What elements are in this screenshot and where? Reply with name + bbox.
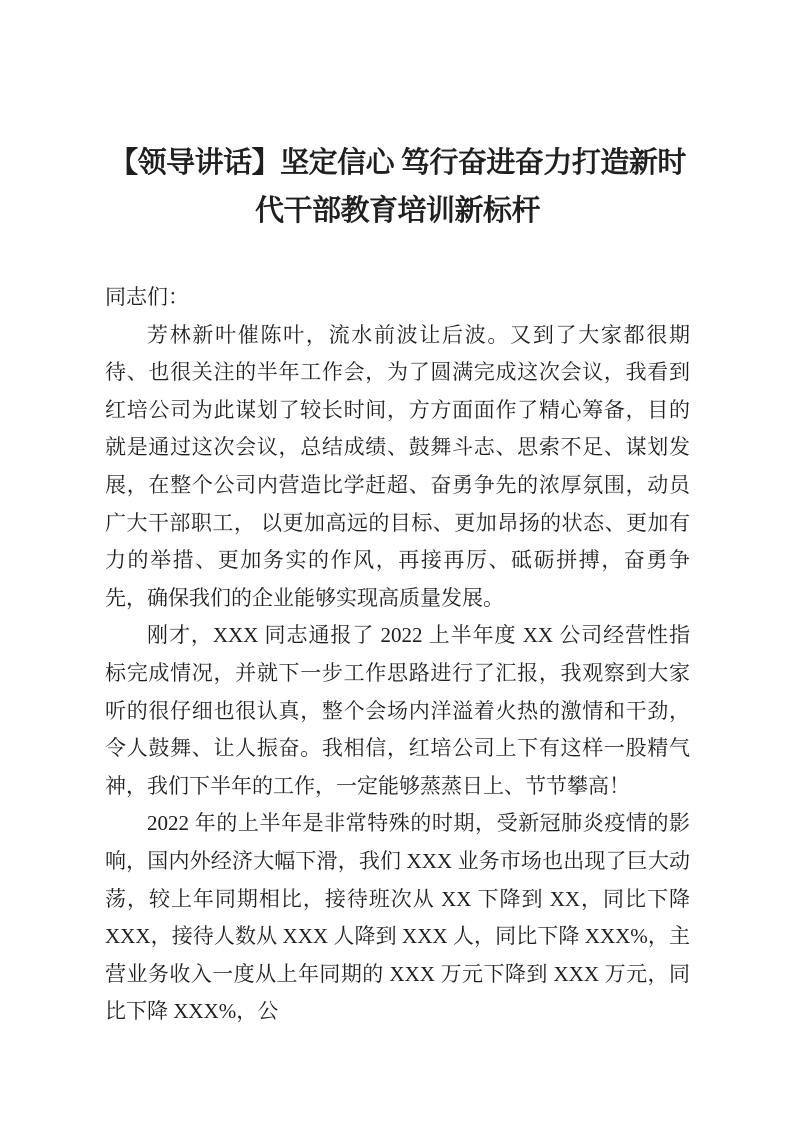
- paragraph-1: 芳林新叶催陈叶，流水前波让后波。又到了大家都很期待、也很关注的半年工作会，为了圆满完成这次会议，我看到红培公司为此谋划了较长时间，方方面面作了精心筹备，目的就是通过这次会议，总结成绩、鼓舞斗志、思索不足、谋划发展，在整个公司内营造比学赶超、奋勇争先的浓厚氛围，动员广大干部职工， 以更加高远的目标、更加昂扬的状态、更加有力的举措、更加务实的作风，再接再厉、砥砺拼搏，奋勇争先，确保我们的企业能够实现高质量发展。: [105, 322, 690, 610]
- title-line-1: 【领导讲话】坚定信心 笃行奋进奋力打造新时: [109, 147, 686, 179]
- document-body: [105, 279, 690, 1031]
- salutation: 同志们：: [105, 285, 189, 309]
- document-title: [105, 140, 690, 235]
- title-line-2: 代干部教育培训新标杆: [254, 194, 540, 227]
- paragraph-2: 刚才，XXX 同志通报了 2022 上半年度 XX 公司经营性指标完成情况，并就下一步工作思路进行了汇报，我观察到大家听的很仔细也很认真，整个会场内洋溢着火热的激情和干劲，令人鼓舞、让人振奋。我相信，红培公司上下有这样一股精气神，我们下半年的工作，一定能够蒸蒸日上、节节攀高！: [105, 623, 690, 798]
- paragraph-3: 2022 年的上半年是非常特殊的时期，受新冠肺炎疫情的影响，国内外经济大幅下滑，我们 XXX 业务市场也出现了巨大动荡，较上年同期相比，接待班次从 XX 下降到 XX，同比下降 XXX，接待人数从 XXX 人降到 XXX 人，同比下降 XXX%，主营业务收入一度从上年同期的 XXX 万元下降到 XXX 万元，同比下降 XXX%，公: [105, 811, 690, 1024]
